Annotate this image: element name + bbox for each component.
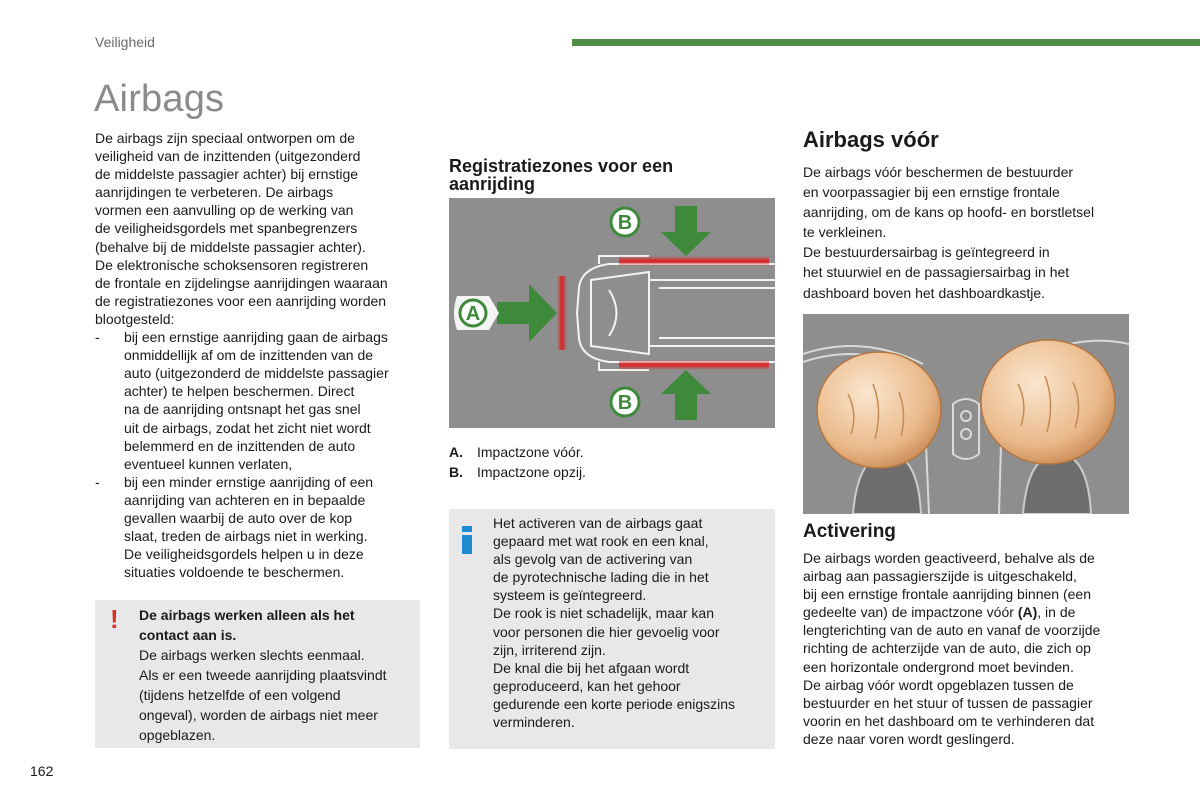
front-airbags-heading: Airbags vóór [803,127,939,152]
legend-text: Impactzone vóór. [477,444,584,460]
bullet-line: aanrijding van achteren en in bepaalde [124,491,366,508]
bullet-line: bij een ernstige aanrijding gaan de airbags [124,329,388,346]
intro-line: de registratiezones voor een aanrijding worden [95,292,387,309]
activation-line: voorin en het dashboard om te verhinderen dat [803,712,1095,729]
bullet-line: na de aanrijding ontsnapt het gas snel [124,401,361,418]
warning-text [139,605,414,745]
info-line: als gevolg van de activering van [493,551,693,568]
front-airbags-line: het stuurwiel en de passagiersairbag in het [803,264,1070,281]
side-impact-zone-top [619,256,769,266]
intro-line: de middelste passagier achter) bij ernstige [95,166,359,183]
bullet-line: onmiddellijk af om de inzittenden van de [124,347,374,364]
intro-line: veiligheid van de inzittenden (uitgezonderd [95,148,361,165]
intro-line: de veiligheidsgordels met spanbegrenzers [95,220,358,237]
info-text [493,514,768,731]
intro-line: vormen een aanvulling op de werking van [95,202,354,219]
zones-heading [449,157,749,193]
info-line: gedurende een korte periode enigszins [493,695,736,712]
info-line: zijn, irriterend zijn. [493,641,606,658]
bullet-dash: - [95,473,100,490]
activation-line: deze naar voren wordt geslingerd. [803,730,1015,747]
warning-icon: ! [110,604,119,634]
activation-line: gedeelte van) de impactzone vóór [803,604,1018,621]
front-airbags-line: De airbags vóór beschermen de bestuurder [803,164,1074,180]
bullet-line: gevallen waarbij de auto over de kop [124,509,353,526]
legend-key: B. [449,464,463,480]
activation-line: bestuurder en het stuur of tussen de passagier [803,694,1093,711]
intro-line: de frontale en zijdelingse aanrijdingen waaraan [95,274,388,291]
arrow-front [497,284,557,342]
bullet-line: belemmerd en de inzittenden de auto [124,437,356,454]
front-airbags-line: dashboard boven het dashboardkastje. [803,284,1046,301]
label-b-bottom: B [617,392,633,414]
front-airbags-line: te verkleinen. [803,224,887,241]
info-line: De knal die bij het afgaan wordt [493,659,690,676]
intro-line: blootgesteld: [95,310,175,327]
legend-item [449,462,586,482]
legend-text: Impactzone opzij. [477,464,586,480]
activation-text [803,549,1133,748]
info-line: de pyrotechnische lading die in het [493,569,709,586]
bullet-line: auto (uitgezonderd de middelste passagier [124,365,389,382]
info-line: systeem is geïntegreerd. [493,587,647,604]
warning-line: De airbags werken slechts eenmaal. [139,647,365,663]
activation-line: richting de achterzijde van de auto, die zich op [803,640,1091,657]
front-airbags-text [803,162,1133,303]
bullet-dash: - [95,329,100,346]
info-icon [461,526,473,559]
figure-legend [449,442,586,482]
activation-line: lengterichting van de auto en vanaf de voorzijde [803,622,1101,639]
bullet-line: achter) te helpen beschermen. Direct [124,383,355,400]
arrow-side-top [661,206,711,256]
deployed-airbags-illustration [803,314,1129,514]
bullet-item [95,473,420,582]
activation-line: De airbags worden geactiveerd, behalve als de [803,550,1095,566]
arrow-side-bottom [661,370,711,420]
info-line: Het activeren van de airbags gaat [493,515,703,531]
warning-line: ongeval), worden de airbags niet meer [139,707,378,723]
zones-heading-line: aanrijding [449,174,536,194]
warning-line: (tijdens hetzelfde of een volgend [139,687,341,703]
label-a: A [465,303,481,325]
front-airbags-figure [803,314,1129,514]
impact-zones-figure [449,198,775,428]
label-b-top: B [617,212,633,234]
passenger-airbag [981,340,1115,464]
bullet-line: uit de airbags, zodat het zicht niet wordt [124,419,371,436]
side-impact-zone-bottom [619,360,769,370]
bullet-item [95,328,420,473]
section-label: Veiligheid [95,34,155,50]
intro-line: De airbags zijn speciaal ontworpen om de [95,130,355,146]
bullet-line: bij een minder ernstige aanrijding of een [124,473,374,490]
info-line: gepaard met wat rook en een knal, [493,533,709,550]
activation-line: bij een ernstige frontale aanrijding binnen (een [803,586,1091,603]
front-airbags-line: De bestuurdersairbag is geïntegreerd in [803,244,1050,261]
page-title: Airbags [94,78,225,120]
bullet-line: eventueel kunnen verlaten, [124,455,293,472]
activation-heading: Activering [803,521,896,542]
bullet-line: slaat, treden de airbags niet in werking. [124,528,368,545]
car-top-view-illustration [449,198,775,428]
warning-line: opgeblazen. [139,727,216,743]
bullet-line: De veiligheidsgordels helpen u in deze [124,546,364,563]
activation-line: airbag aan passagierszijde is uitgeschakeld, [803,568,1077,585]
bullet-line: situaties voldoende te beschermen. [124,564,345,581]
page-number: 162 [30,763,54,779]
intro-text [95,129,420,581]
front-airbags-line: en voorpassagier bij een ernstige frontale [803,184,1060,201]
legend-key: A. [449,444,463,460]
info-line: geproduceerd, kan het gehoor [493,677,681,694]
activation-zone-ref: (A) [1017,604,1038,621]
intro-line: aanrijdingen te verbeteren. De airbags [95,184,334,201]
intro-line: De elektronische schoksensoren registreren [95,256,369,273]
front-impact-zone [557,276,567,350]
info-line: verminderen. [493,714,575,731]
activation-line: De airbag vóór wordt opgeblazen tussen de [803,676,1074,693]
warning-bold-line: contact aan is. [139,627,237,643]
header-divider [572,39,1200,46]
bullet-list [95,328,420,581]
activation-line: een horizontale ondergrond moet bevinden. [803,658,1074,675]
warning-line: Als er een tweede aanrijding plaatsvindt [139,667,387,683]
info-line: voor personen die hier gevoelig voor [493,623,720,640]
warning-bold-line: De airbags werken alleen als het [139,607,355,623]
zones-heading-line: Registratiezones voor een [449,156,674,176]
info-line: De rook is niet schadelijk, maar kan [493,605,714,622]
activation-line: , in de [1037,604,1076,621]
legend-item [449,442,586,462]
car-outline [577,256,775,370]
front-airbags-line: aanrijding, om de kans op hoofd- en borstletsel [803,204,1095,221]
intro-line: (behalve bij de middelste passagier achter). [95,238,366,255]
